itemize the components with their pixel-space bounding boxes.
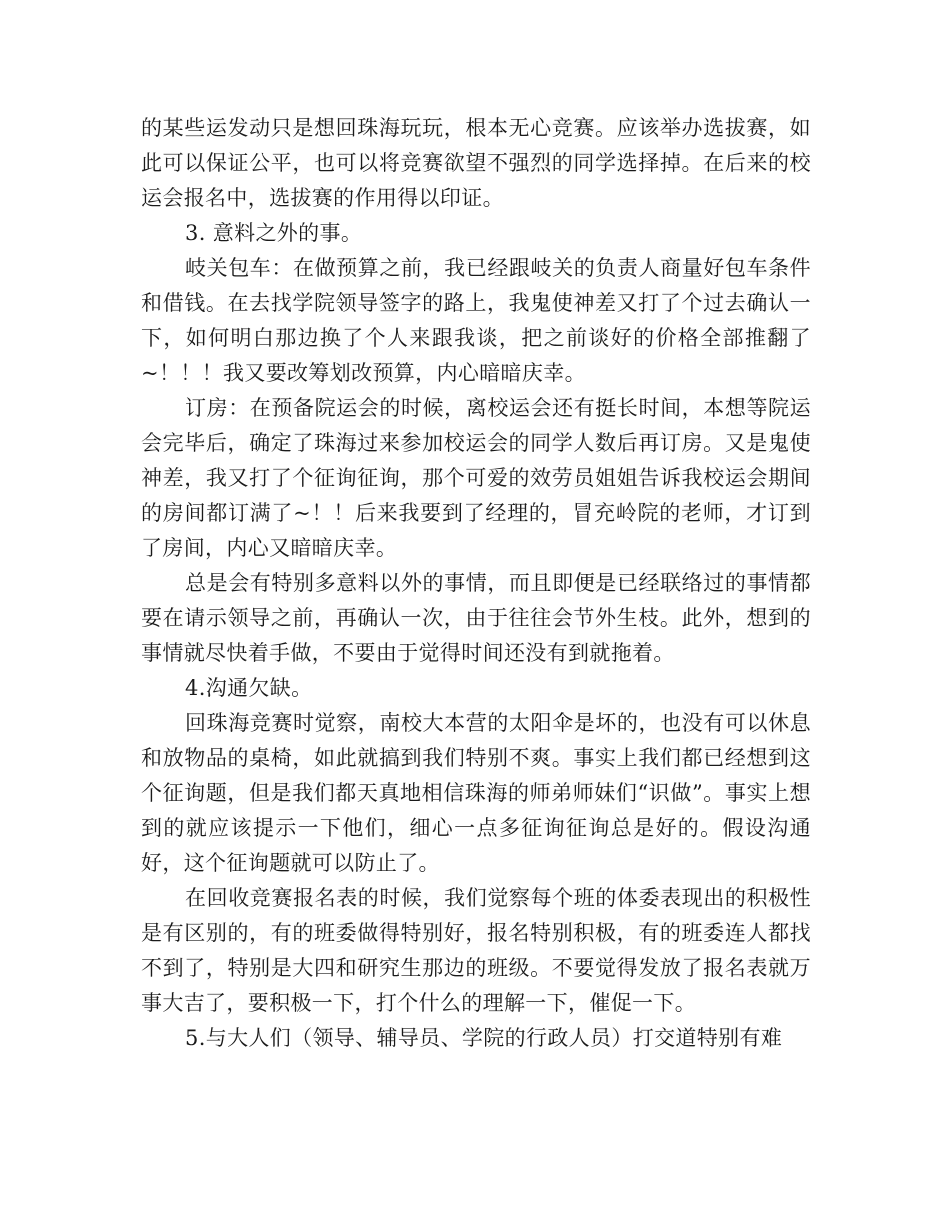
heading-dealing-with-adults: 5.与大人们（领导、辅导员、学院的行政人员）打交道特别有难: [185, 1026, 783, 1050]
paragraph-unexpected-summary: 总是会有特别多意料以外的事情，而且即便是已经联络过的事情都要在请示领导之前，再确认一次，由于往往会节外生枝。此外，想到的事情就尽快着手做，不要由于觉得时间还没有到就拖着。: [141, 571, 811, 665]
paragraph-bus-charter: 岐关包车：在做预算之前，我已经跟岐关的负责人商量好包车条件和借钱。在去找学院领导签字的路上，我鬼使神差又打了个过去确认一下，如何明白那边换了个人来跟我谈，把之前谈好的价格全部推翻了~！！！我又要改筹划改预算，内心暗暗庆幸。: [141, 256, 811, 385]
paragraph-registration-forms: 在回收竞赛报名表的时候，我们觉察每个班的体委表现出的积极性是有区别的，有的班委做得特别好，报名特别积极，有的班委连人都找不到了，特别是大四和研究生那边的班级。不要觉得发放了报名表就万事大吉了，要积极一下，打个什么的理解一下，催促一下。: [141, 886, 811, 1015]
paragraph-selection-race: 的某些运发动只是想回珠海玩玩，根本无心竞赛。应该举办选拔赛，如此可以保证公平，也可以将竞赛欲望不强烈的同学选择掉。在后来的校运会报名中，选拔赛的作用得以印证。: [141, 116, 811, 210]
heading-communication: 4.沟通欠缺。: [185, 676, 313, 700]
paragraph-room-booking: 订房：在预备院运会的时候，离校运会还有挺长时间，本想等院运会完毕后，确定了珠海过来参加校运会的同学人数后再订房。又是鬼使神差，我又打了个征询征询，那个可爱的效劳员姐姐告诉我校运会期间的房间都订满了~！！后来我要到了经理的，冒充岭院的老师，才订到了房间，内心又暗暗庆幸。: [141, 396, 811, 560]
heading-unexpected-events: 3. 意料之外的事。: [185, 221, 363, 245]
paragraph-zhuhai-camp: 回珠海竞赛时觉察，南校大本营的太阳伞是坏的，也没有可以休息和放物品的桌椅，如此就搞到我们特别不爽。事实上我们都已经想到这个征询题，但是我们都天真地相信珠海的师弟师妹们“识做”。事实上想到的就应该提示一下他们，细心一点多征询征询总是好的。假设沟通好，这个征询题就可以防止了。: [141, 711, 811, 875]
document-page: [141, 111, 811, 1056]
